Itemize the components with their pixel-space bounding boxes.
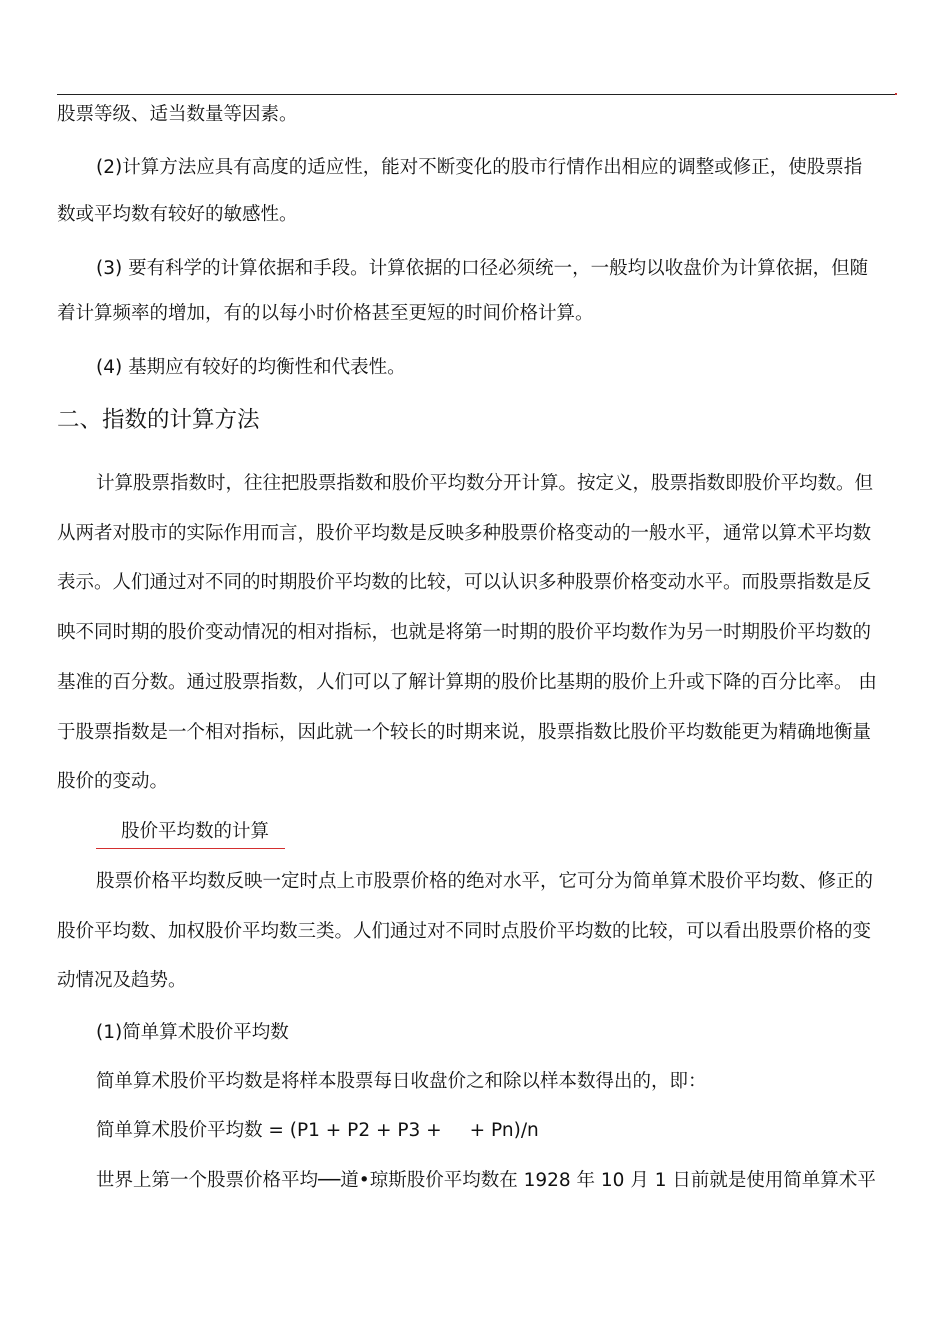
paragraph-line: 于股票指数是一个相对指标，因此就一个较长的时期来说，股票指数比股价平均数能更为精确地衡量 (57, 722, 872, 743)
paragraph-line: (3) 要有科学的计算依据和手段。计算依据的口径必须统一，一般均以收盘价为计算依据，但随 (96, 258, 869, 279)
paragraph-line: 表示。人们通过对不同的时期股价平均数的比较，可以认识多种股票价格变动水平。而股票指数是反 (57, 572, 872, 593)
paragraph-line: 动情况及趋势。 (57, 970, 187, 991)
paragraph-line: 股价的变动。 (57, 771, 169, 792)
paragraph-line: 股票等级、适当数量等因素。 (57, 104, 298, 125)
paragraph-line: 股价平均数、加权股价平均数三类。人们通过对不同时点股价平均数的比较，可以看出股票价格的变 (57, 921, 872, 942)
formula-right: + Pn)/n (469, 1120, 539, 1141)
subsection-underline (96, 848, 285, 849)
paragraph-line: 着计算频率的增加，有的以每小时价格甚至更短的时间价格计算。 (57, 303, 594, 324)
list-item-heading: (1)简单算术股价平均数 (96, 1022, 289, 1043)
paragraph-line: 计算股票指数时，往往把股票指数和股价平均数分开计算。按定义，股票指数即股价平均数。但 (96, 473, 874, 494)
paragraph-line: 从两者对股市的实际作用而言，股价平均数是反映多种股票价格变动的一般水平，通常以算术平均数 (57, 523, 872, 544)
section-heading: 二、指数的计算方法 (57, 407, 260, 433)
subsection-heading: 股价平均数的计算 (121, 821, 270, 842)
paragraph-line: 基准的百分数。通过股票指数，人们可以了解计算期的股价比基期的股价上升或下降的百分比率。 由 (57, 672, 877, 693)
paragraph-line: (2)计算方法应具有高度的适应性，能对不断变化的股市行情作出相应的调整或修正，使股票指 (96, 157, 863, 178)
paragraph-line: 数或平均数有较好的敏感性。 (57, 204, 298, 225)
header-rule-mark (895, 93, 897, 95)
paragraph-line: 世界上第一个股票价格平均──道•琼斯股价平均数在 1928 年 10 月 1 日前就是使用简单算术平 (96, 1170, 876, 1191)
paragraph-line: 简单算术股价平均数是将样本股票每日收盘价之和除以样本数得出的，即： (96, 1071, 707, 1092)
paragraph-line: 股票价格平均数反映一定时点上市股票价格的绝对水平，它可分为简单算术股价平均数、修正的 (96, 871, 874, 892)
formula-left: 简单算术股价平均数 = (P1 + P2 + P3 + (96, 1120, 442, 1141)
formula-line (96, 1120, 539, 1142)
paragraph-line: (4) 基期应有较好的均衡性和代表性。 (96, 357, 406, 378)
header-rule (57, 94, 895, 95)
paragraph-line: 映不同时期的股价变动情况的相对指标，也就是将第一时期的股价平均数作为另一时期股价平均数的 (57, 622, 872, 643)
